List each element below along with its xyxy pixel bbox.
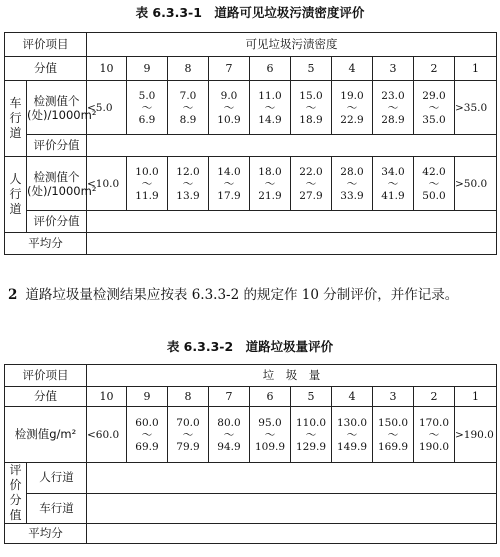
range-high: 17.9: [217, 189, 241, 202]
range-low: 70.0: [176, 416, 200, 429]
table2-walk-eval-cell: [87, 463, 497, 494]
table1-score-label: 分值: [5, 57, 87, 81]
table1-road-eval-row: [5, 135, 497, 157]
range-low: 5.0: [138, 89, 156, 102]
range-low: 28.0: [340, 165, 364, 178]
score-cell: 2: [414, 57, 455, 81]
range-high: 94.9: [217, 440, 241, 453]
table1-score-row: [5, 57, 497, 81]
table2-header-row: [5, 365, 497, 387]
table1-walk-measure-label: 检测值个(处)/1000m²: [27, 157, 87, 211]
range-cell: [209, 81, 250, 135]
table2: [4, 364, 497, 544]
range-low: >50.0: [455, 177, 488, 190]
score-cell: 9: [127, 57, 168, 81]
range-high: 50.0: [422, 189, 446, 202]
range-low: 12.0: [176, 165, 200, 178]
score-cell: 3: [373, 57, 414, 81]
table1-walk-measure-row: [5, 157, 497, 211]
group-label: 人 行 道: [9, 172, 22, 216]
range-separator: ～: [264, 177, 276, 190]
range-low: 19.0: [340, 89, 364, 102]
range-cell: [291, 407, 332, 463]
range-cell: [455, 157, 497, 211]
range-separator: ～: [346, 428, 358, 441]
score-cell: 10: [87, 57, 127, 81]
range-separator: ～: [141, 428, 153, 441]
range-separator: ～: [346, 101, 358, 114]
table1: [4, 32, 497, 255]
range-separator: ～: [387, 177, 399, 190]
table2-header-label: 评价项目: [5, 365, 87, 387]
range-low: 170.0: [418, 416, 450, 429]
table2-average-cell: [87, 524, 497, 544]
table1-road-measure-label: 检测值个(处)/1000m²: [27, 81, 87, 135]
range-high: 21.9: [258, 189, 282, 202]
range-cell: [414, 157, 455, 211]
range-cell: [291, 157, 332, 211]
range-high: 169.9: [377, 440, 409, 453]
range-low: 23.0: [381, 89, 405, 102]
range-separator: ～: [264, 101, 276, 114]
range-low: 10.0: [135, 165, 159, 178]
range-cell: [209, 407, 250, 463]
range-cell: [87, 407, 127, 463]
table1-header-label: 评价项目: [5, 33, 87, 57]
range-cell: [291, 81, 332, 135]
score-cell: 8: [168, 57, 209, 81]
table2-road-label: 车行道: [27, 493, 87, 524]
paragraph: [8, 283, 496, 307]
range-cell: [332, 157, 373, 211]
range-low: 130.0: [336, 416, 368, 429]
table1-header-title: 可见垃圾污渍密度: [87, 33, 497, 57]
range-cell: [373, 407, 414, 463]
range-cell: [373, 81, 414, 135]
range-cell: [332, 81, 373, 135]
table1-caption: 表 6.3.3-1 道路可见垃圾污渍密度评价: [135, 5, 365, 20]
table1-walk-eval-row: [5, 211, 497, 233]
range-separator: ～: [387, 101, 399, 114]
range-cell: [168, 157, 209, 211]
range-low: 22.0: [299, 165, 323, 178]
paragraph-text: 道路垃圾量检测结果应按表 6.3.3-2 的规定作 10 分制评价，并作记录。: [25, 287, 459, 303]
range-low: 15.0: [299, 89, 323, 102]
table2-average-label: 平均分: [5, 524, 87, 544]
table1-walk-eval-cell: [87, 211, 497, 233]
range-low: 80.0: [217, 416, 241, 429]
table1-road-measure-row: [5, 81, 497, 135]
table1-average-row: [5, 233, 497, 255]
table2-score-row: [5, 387, 497, 407]
range-cell: [250, 157, 291, 211]
score-cell: 3: [373, 387, 414, 407]
group-label: 车 行 道: [9, 96, 22, 140]
range-low: <10.0: [87, 177, 120, 190]
range-separator: ～: [428, 428, 440, 441]
range-high: 109.9: [254, 440, 286, 453]
range-cell: [209, 157, 250, 211]
table2-measure-row: [5, 407, 497, 463]
range-cell: [168, 407, 209, 463]
score-cell: 4: [332, 387, 373, 407]
range-cell: [455, 81, 497, 135]
range-high: 69.9: [135, 440, 159, 453]
score-cell: 1: [455, 57, 497, 81]
range-high: 33.9: [340, 189, 364, 202]
range-separator: ～: [305, 101, 317, 114]
range-high: 129.9: [295, 440, 327, 453]
range-high: 41.9: [381, 189, 405, 202]
score-cell: 5: [291, 387, 332, 407]
range-low: >190.0: [455, 428, 494, 441]
range-low: 7.0: [179, 89, 197, 102]
range-cell: [455, 407, 497, 463]
range-high: 13.9: [176, 189, 200, 202]
range-low: 34.0: [381, 165, 405, 178]
range-cell: [332, 407, 373, 463]
table2-header-title: 垃 圾 量: [87, 365, 497, 387]
range-high: 14.9: [258, 113, 282, 126]
score-cell: 5: [291, 57, 332, 81]
table2-score-label: 分值: [5, 387, 87, 407]
table1-road-eval-cell: [87, 135, 497, 157]
range-high: 190.0: [418, 440, 450, 453]
range-cell: [127, 157, 168, 211]
range-high: 149.9: [336, 440, 368, 453]
range-separator: ～: [264, 428, 276, 441]
range-high: 79.9: [176, 440, 200, 453]
range-separator: ～: [387, 428, 399, 441]
range-separator: ～: [141, 177, 153, 190]
table1-average-cell: [87, 233, 497, 255]
table2-eval-group: [5, 463, 27, 524]
range-separator: ～: [182, 101, 194, 114]
range-cell: [127, 407, 168, 463]
range-low: 18.0: [258, 165, 282, 178]
range-cell: [127, 81, 168, 135]
range-cell: [414, 407, 455, 463]
range-separator: ～: [305, 428, 317, 441]
group-label: 评 价 分 值: [9, 463, 22, 522]
range-low: 42.0: [422, 165, 446, 178]
range-low: >35.0: [455, 101, 488, 114]
table1-walk-group: [5, 157, 27, 233]
range-cell: [373, 157, 414, 211]
table1-header-row: [5, 33, 497, 57]
range-low: 150.0: [377, 416, 409, 429]
range-separator: ～: [428, 177, 440, 190]
range-separator: ～: [305, 177, 317, 190]
score-cell: 2: [414, 387, 455, 407]
range-low: 29.0: [422, 89, 446, 102]
score-cell: 7: [209, 387, 250, 407]
range-high: 18.9: [299, 113, 323, 126]
score-cell: 6: [250, 57, 291, 81]
score-cell: 10: [87, 387, 127, 407]
table2-average-row: [5, 524, 497, 544]
score-cell: 8: [168, 387, 209, 407]
range-cell: [168, 81, 209, 135]
range-high: 27.9: [299, 189, 323, 202]
range-cell: [414, 81, 455, 135]
range-separator: ～: [223, 428, 235, 441]
table2-road-eval-row: [5, 493, 497, 524]
range-low: 95.0: [258, 416, 282, 429]
range-high: 10.9: [217, 113, 241, 126]
range-separator: ～: [182, 428, 194, 441]
range-separator: ～: [428, 101, 440, 114]
range-low: 110.0: [295, 416, 327, 429]
range-separator: ～: [346, 177, 358, 190]
score-cell: 1: [455, 387, 497, 407]
table1-walk-eval-label: 评价分值: [27, 211, 87, 233]
range-cell: [87, 81, 127, 135]
table2-road-eval-cell: [87, 493, 497, 524]
range-separator: ～: [141, 101, 153, 114]
range-cell: [250, 81, 291, 135]
range-high: 8.9: [179, 113, 197, 126]
range-high: 22.9: [340, 113, 364, 126]
table2-walk-eval-row: [5, 463, 497, 494]
range-low: 14.0: [217, 165, 241, 178]
table2-walk-label: 人行道: [27, 463, 87, 494]
table1-road-group: [5, 81, 27, 157]
range-cell: [250, 407, 291, 463]
range-separator: ～: [223, 177, 235, 190]
range-high: 11.9: [135, 189, 159, 202]
score-cell: 4: [332, 57, 373, 81]
range-separator: ～: [182, 177, 194, 190]
score-cell: 6: [250, 387, 291, 407]
table2-measure-label: 检测值g/m²: [5, 407, 87, 463]
range-high: 6.9: [138, 113, 156, 126]
paragraph-number: 2: [8, 287, 18, 303]
range-separator: ～: [223, 101, 235, 114]
range-low: <60.0: [87, 428, 120, 441]
range-low: <5.0: [87, 101, 113, 114]
range-low: 9.0: [220, 89, 238, 102]
range-low: 11.0: [258, 89, 282, 102]
range-high: 35.0: [422, 113, 446, 126]
score-cell: 7: [209, 57, 250, 81]
range-low: 60.0: [135, 416, 159, 429]
table1-road-eval-label: 评价分值: [27, 135, 87, 157]
score-cell: 9: [127, 387, 168, 407]
table2-caption: 表 6.3.3-2 道路垃圾量评价: [166, 339, 334, 354]
table1-average-label: 平均分: [5, 233, 87, 255]
range-cell: [87, 157, 127, 211]
range-high: 28.9: [381, 113, 405, 126]
